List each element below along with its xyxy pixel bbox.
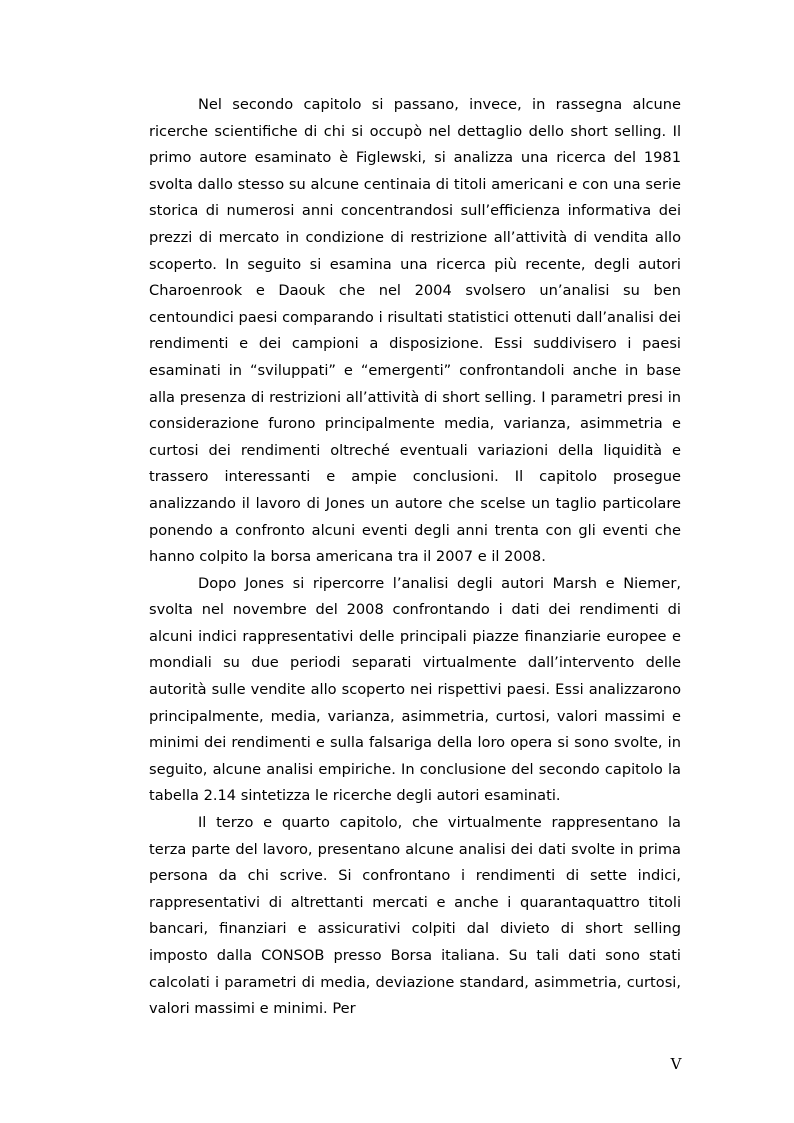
page-number: V xyxy=(670,1055,682,1073)
paragraph-1: Nel secondo capitolo si passano, invece, in rassegna alcune ricerche scientifiche di chi si occupò nel dettaglio dello short selling. Il primo autore esaminato è Figlewski, si analizza una ricerca del 1981 svolta dallo stesso su alcune centinaia di titoli americani e con una serie storica di numerosi anni concentrandosi sull’efficienza informativa dei prezzi di mercato in condizione di restrizione all’attività di vendita allo scoperto. In seguito si esamina una ricerca più recente, degli autori Charoenrook e Daouk che nel 2004 svolsero un’analisi su ben centoundici paesi comparando i risultati statistici ottenuti dall’analisi dei rendimenti e dei campioni a disposizione. Essi suddivisero i paesi esaminati in “sviluppati” e “emergenti” confrontandoli anche in base alla presenza di restrizioni all’attività di short selling. I parametri presi in considerazione furono principalmente media, varianza, asimmetria e curtosi dei rendimenti oltreché eventuali variazioni della liquidità e trassero interessanti e ampie conclusioni. Il capitolo prosegue analizzando il lavoro di Jones un autore che scelse un taglio particolare ponendo a confronto alcuni eventi degli anni trenta con gli eventi che hanno colpito la borsa americana tra il 2007 e il 2008. xyxy=(149,96,681,566)
paragraph-3: Il terzo e quarto capitolo, che virtualmente rappresentano la terza parte del lavoro, presentano alcune analisi dei dati svolte in prima persona da chi scrive. Si confrontano i rendimenti di sette indici, rappresentativi di altrettanti mercati e anche i quarantaquattro titoli bancari, finanziari e assicurativi colpiti dal divieto di short selling imposto dalla CONSOB presso Borsa italiana. Su tali dati sono stati calcolati i parametri di media, deviazione standard, asimmetria, curtosi, valori massimi e minimi. Per xyxy=(149,814,681,1018)
paragraph-2: Dopo Jones si ripercorre l’analisi degli autori Marsh e Niemer, svolta nel novembre del 2008 confrontando i dati dei rendimenti di alcuni indici rappresentativi delle principali piazze finanziarie europee e mondiali su due periodi separati virtualmente dall’intervento delle autorità sulle vendite allo scoperto nei rispettivi paesi. Essi analizzarono principalmente, media, varianza, asimmetria, curtosi, valori massimi e minimi dei rendimenti e sulla falsariga della loro opera si sono svolte, in seguito, alcune analisi empiriche. In conclusione del secondo capitolo la tabella 2.14 sintetizza le ricerche degli autori esaminati. xyxy=(149,574,681,805)
body-text xyxy=(149,92,681,1023)
